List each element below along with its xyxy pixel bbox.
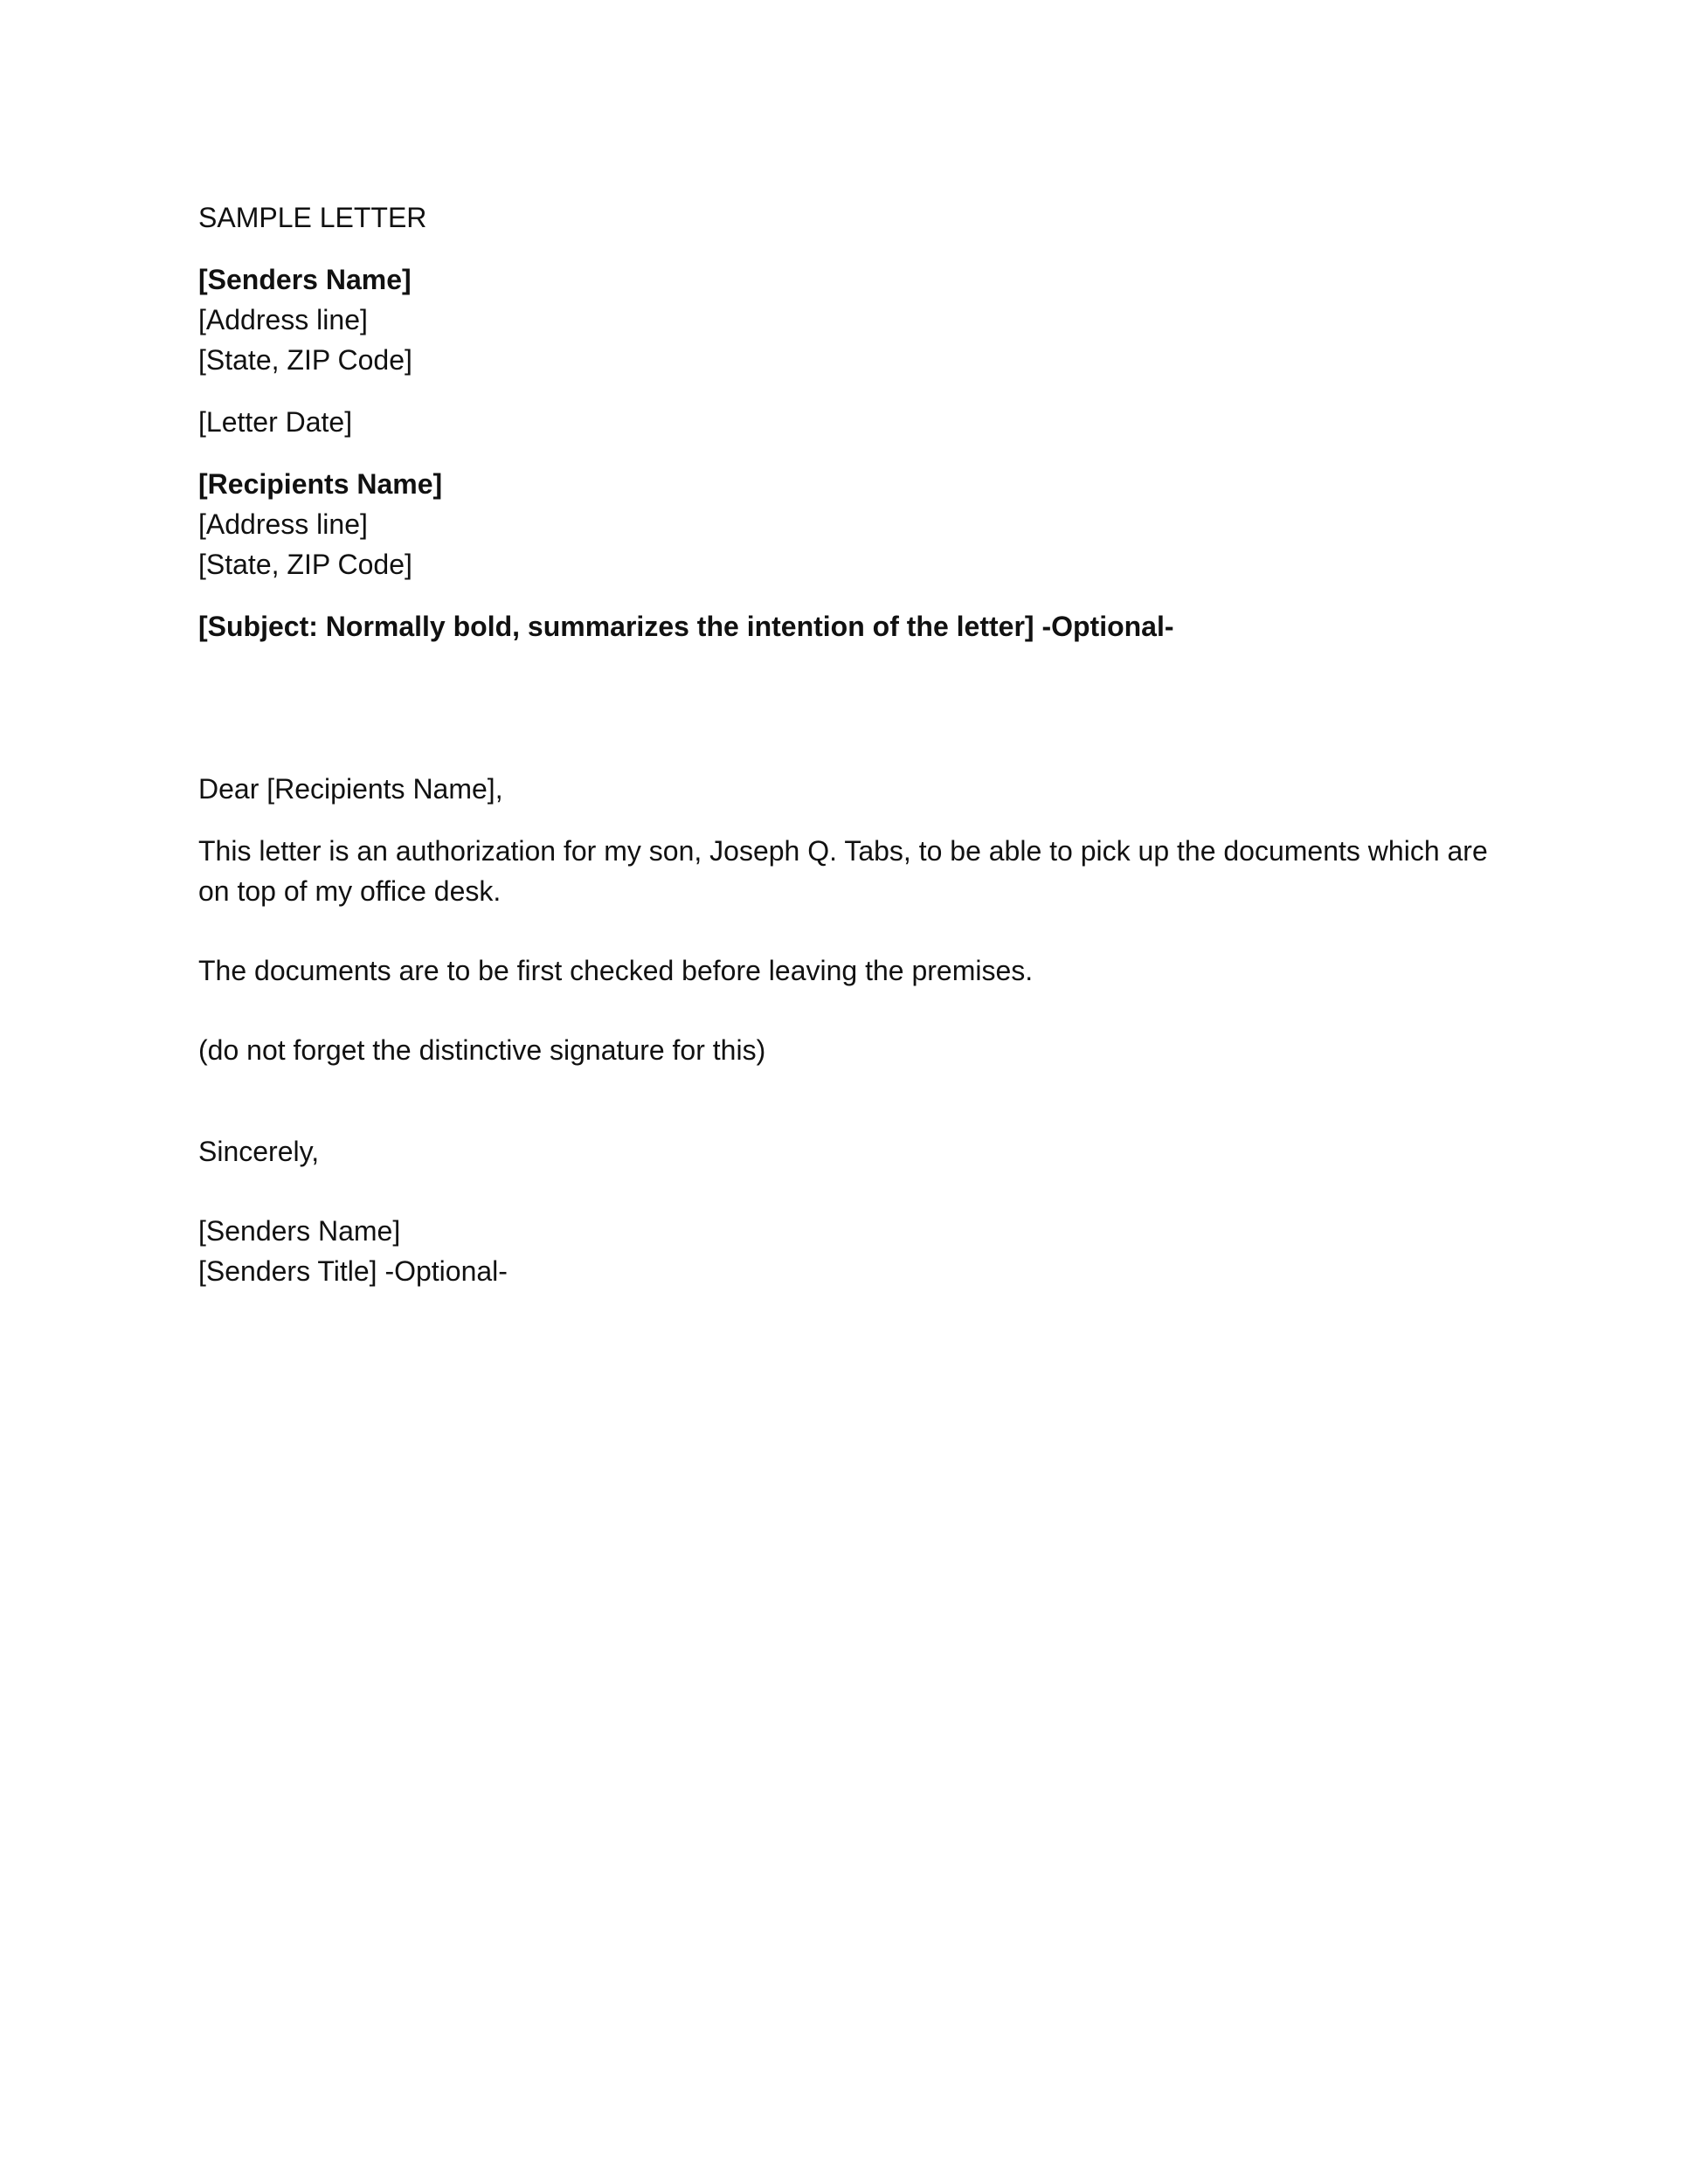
recipient-block: [198, 464, 1509, 584]
signature-name: [Senders Name]: [198, 1215, 401, 1247]
recipient-state-zip: [State, ZIP Code]: [198, 549, 412, 580]
signature-block: [198, 1211, 1509, 1291]
salutation: Dear [Recipients Name],: [198, 773, 503, 805]
subject-block: [198, 606, 1509, 646]
closing: Sincerely,: [198, 1136, 320, 1167]
letter-heading: SAMPLE LETTER: [198, 202, 427, 233]
sender-address-line: [Address line]: [198, 304, 368, 335]
letter-body: [198, 197, 1509, 1291]
letter-subject: [Subject: Normally bold, summarizes the intention of the letter] -Optional-: [198, 611, 1174, 642]
recipient-name: [Recipients Name]: [198, 468, 443, 500]
closing-block: [198, 1131, 1509, 1171]
sender-block: [198, 259, 1509, 380]
body-paragraph-2-text: The documents are to be first checked before leaving the premises.: [198, 955, 1034, 986]
recipient-address-line: [Address line]: [198, 508, 368, 540]
date-block: [198, 402, 1509, 442]
body-paragraph-2: [198, 950, 1509, 991]
body-paragraph-3-text: (do not forget the distinctive signature for this): [198, 1034, 766, 1066]
sender-name: [Senders Name]: [198, 264, 412, 295]
sender-state-zip: [State, ZIP Code]: [198, 344, 412, 376]
body-paragraph-1-text: This letter is an authorization for my son, Joseph Q. Tabs, to be able to pick up the documents which are on top of my office desk.: [198, 835, 1488, 907]
salutation-block: [198, 769, 1509, 809]
letter-date: [Letter Date]: [198, 406, 353, 438]
body-paragraph-1: [198, 831, 1509, 911]
signature-title: [Senders Title] -Optional-: [198, 1255, 508, 1287]
body-paragraph-3: [198, 1030, 1509, 1070]
